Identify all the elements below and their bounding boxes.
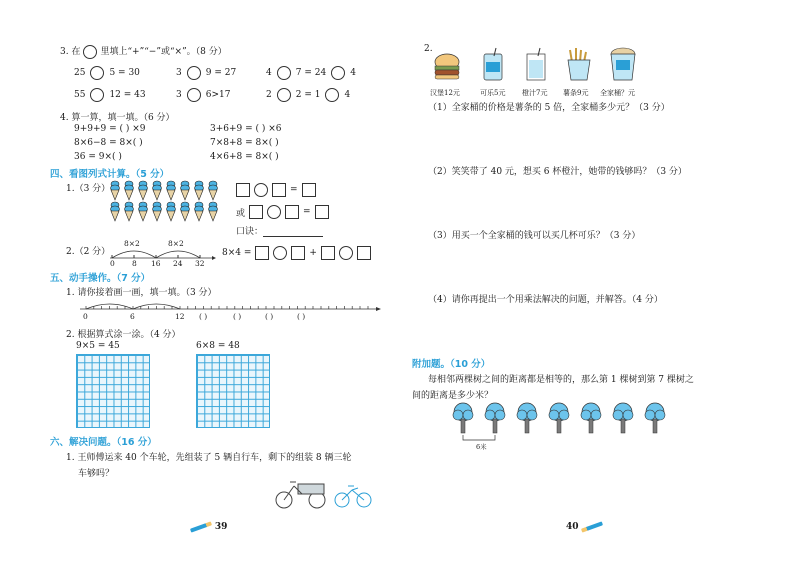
food-pictures bbox=[430, 46, 652, 86]
section-five-title: 五、动手操作。（7 分） bbox=[50, 273, 151, 284]
q3-operand: 6>17 bbox=[205, 90, 231, 100]
food-price-label: 薯条9元 bbox=[563, 89, 589, 97]
question-4: （4）请你再提出一个用乘法解决的问题，并解答。（4 分） bbox=[428, 295, 663, 305]
ruler-blank[interactable]: ( ) bbox=[233, 312, 242, 321]
tree-gap-label: 6米 bbox=[476, 443, 487, 451]
ruler-blank[interactable]: ( ) bbox=[265, 312, 274, 321]
fries-icon bbox=[568, 48, 590, 80]
equals-sign: = bbox=[290, 185, 298, 195]
tick-label: 24 bbox=[173, 259, 183, 268]
q4-expression: 8×6−8 = 8×( ) bbox=[74, 138, 143, 148]
section-four-title: 四、看图列式计算。（5 分） bbox=[50, 169, 170, 180]
answer-box[interactable] bbox=[357, 246, 371, 260]
coloring-grid-2[interactable] bbox=[196, 354, 270, 428]
grid-equation: 9×5 = 45 bbox=[76, 341, 120, 351]
q3-operand: 4 bbox=[350, 68, 356, 78]
answer-circle[interactable] bbox=[90, 88, 104, 102]
bonus-line2: 间的距离是多少米？ bbox=[412, 391, 494, 401]
q3-item bbox=[74, 88, 146, 102]
tricycle-bicycle-picture bbox=[272, 476, 372, 510]
q3-operand: 3 bbox=[176, 90, 182, 100]
ice-cream-picture bbox=[108, 180, 220, 224]
answer-circle[interactable] bbox=[331, 66, 345, 80]
arc-label: 8×2 bbox=[168, 239, 184, 248]
plus-sign: + bbox=[309, 248, 317, 258]
answer-circle[interactable] bbox=[273, 246, 287, 260]
section-six-title: 六、解决问题。（16 分） bbox=[50, 437, 157, 448]
answer-box[interactable] bbox=[255, 246, 269, 260]
answer-box[interactable] bbox=[236, 183, 250, 197]
q4-expression: 36 = 9×( ) bbox=[74, 152, 122, 162]
page-number: 39 bbox=[214, 522, 228, 532]
answer-box[interactable] bbox=[272, 183, 286, 197]
coloring-grid-1[interactable] bbox=[76, 354, 150, 428]
answer-box[interactable] bbox=[321, 246, 335, 260]
pencil-icon bbox=[581, 521, 603, 532]
ruler-label: 6 bbox=[130, 312, 135, 321]
answer-box[interactable] bbox=[302, 183, 316, 197]
answer-circle[interactable] bbox=[187, 66, 201, 80]
answer-circle[interactable] bbox=[325, 88, 339, 102]
arc-label: 8×2 bbox=[124, 239, 140, 248]
equation-boxes-row-1 bbox=[236, 183, 316, 197]
grid-equation: 6×8 = 48 bbox=[196, 341, 240, 351]
koujue-label: 口诀： bbox=[236, 227, 264, 237]
question-2: （2）笑笑带了 40 元，想买 6 杯橙汁，她带的钱够吗？（3 分） bbox=[428, 167, 687, 177]
answer-circle[interactable] bbox=[339, 246, 353, 260]
q3-item bbox=[266, 66, 356, 80]
equation-prefix: 8×4 = bbox=[222, 248, 252, 258]
sec4-q1-label: 1.（3 分） bbox=[66, 184, 111, 194]
sec5-q1-label: 1. 请你接着画一画，填一填。（3 分） bbox=[66, 288, 217, 298]
sec6-q1-line2: 车够吗？ bbox=[78, 469, 115, 479]
right-q2-label: 2. bbox=[424, 44, 433, 54]
answer-box[interactable] bbox=[285, 205, 299, 219]
q3-operand: 7 = 24 bbox=[295, 68, 327, 78]
ruler-label: 12 bbox=[175, 312, 185, 321]
answer-circle[interactable] bbox=[83, 45, 97, 59]
q3-item bbox=[74, 66, 140, 80]
q3-operand: 9 = 27 bbox=[205, 68, 237, 78]
ruler-blank[interactable]: ( ) bbox=[199, 312, 208, 321]
family-bucket-icon bbox=[611, 48, 635, 80]
left-footer bbox=[190, 522, 227, 532]
q3-operand: 55 bbox=[74, 90, 86, 100]
tick-label: 16 bbox=[151, 259, 161, 268]
question-1: （1）全家桶的价格是薯条的 5 倍，全家桶多少元？（3 分） bbox=[428, 103, 670, 113]
q4-expression: 9+9+9 = ( ) ×9 bbox=[74, 124, 146, 134]
q3-item bbox=[176, 88, 230, 102]
page-number: 40 bbox=[566, 522, 579, 532]
tick-label: 32 bbox=[195, 259, 205, 268]
question-3: （3）用买一个全家桶的钱可以买几杯可乐？（3 分） bbox=[428, 231, 641, 241]
bonus-title: 附加题。（10 分） bbox=[412, 359, 491, 370]
pencil-icon bbox=[190, 521, 212, 532]
q3-item bbox=[176, 66, 236, 80]
hamburger-icon bbox=[435, 54, 459, 79]
q3-title bbox=[60, 44, 227, 59]
ruler-line bbox=[70, 297, 390, 313]
equation-boxes-row-3 bbox=[222, 246, 371, 260]
answer-circle[interactable] bbox=[90, 66, 104, 80]
q4-expression: 4×6+8 = 8×( ) bbox=[210, 152, 279, 162]
q3-item bbox=[266, 88, 350, 102]
answer-box[interactable] bbox=[291, 246, 305, 260]
food-price-label: 橙汁7元 bbox=[522, 89, 548, 97]
answer-box[interactable] bbox=[249, 205, 263, 219]
q3-title-rest: 里填上“+”“−”或“×”。（8 分） bbox=[100, 47, 227, 57]
tree-icons bbox=[453, 403, 665, 433]
q3-operand: 5 = 30 bbox=[109, 68, 140, 78]
trees-picture bbox=[452, 402, 692, 456]
q3-operand: 2 bbox=[266, 90, 272, 100]
ruler-label: 0 bbox=[83, 312, 88, 321]
koujue-answer-line[interactable] bbox=[263, 236, 323, 237]
sec4-q2-label: 2.（2 分） bbox=[66, 247, 111, 257]
koujue-row bbox=[236, 224, 323, 237]
answer-box[interactable] bbox=[315, 205, 329, 219]
tricycle-icon bbox=[276, 482, 325, 508]
ruler-blank[interactable]: ( ) bbox=[297, 312, 306, 321]
food-price-label: 汉堡12元 bbox=[430, 89, 460, 97]
q3-operand: 4 bbox=[344, 90, 351, 100]
bicycle-icon bbox=[335, 486, 371, 507]
tick-label: 0 bbox=[110, 259, 115, 268]
answer-circle[interactable] bbox=[277, 88, 291, 102]
or-label: 或 bbox=[236, 208, 246, 219]
sec5-q2-label: 2. 根据算式涂一涂。（4 分） bbox=[66, 330, 181, 340]
ice-cream-row-icons bbox=[111, 181, 218, 221]
equation-boxes-row-2 bbox=[236, 205, 329, 219]
sec6-q1-line1: 1. 王师傅运来 40 个车轮，先组装了 5 辆自行车，剩下的组装 8 辆三轮 bbox=[66, 453, 352, 463]
answer-circle[interactable] bbox=[187, 88, 201, 102]
q4-expression: 3+6+9 = ( ) ×6 bbox=[210, 124, 282, 134]
bonus-line1: 每相邻两棵树之间的距离都是相等的，那么第 1 棵树到第 7 棵树之 bbox=[428, 375, 694, 385]
q3-operand: 4 bbox=[266, 68, 272, 78]
answer-circle[interactable] bbox=[277, 66, 291, 80]
food-price-label: 可乐5元 bbox=[480, 89, 506, 97]
answer-circle[interactable] bbox=[267, 205, 281, 219]
q3-title-start: 3. 在 bbox=[60, 47, 81, 57]
answer-circle[interactable] bbox=[254, 183, 268, 197]
cola-icon bbox=[484, 48, 502, 80]
equals-sign: = bbox=[303, 207, 311, 217]
q3-operand: 12 = 43 bbox=[109, 90, 146, 100]
right-footer bbox=[566, 522, 603, 532]
q3-operand: 25 bbox=[74, 68, 86, 78]
orange-juice-icon bbox=[527, 48, 545, 80]
q4-title: 4. 算一算，填一填。（6 分） bbox=[60, 113, 175, 123]
q3-operand: 3 bbox=[176, 68, 182, 78]
q4-expression: 7×8+8 = 8×( ) bbox=[210, 138, 279, 148]
tick-label: 8 bbox=[132, 259, 137, 268]
food-price-label: 全家桶？元 bbox=[600, 89, 635, 97]
q3-operand: 2 = 1 bbox=[295, 90, 321, 100]
